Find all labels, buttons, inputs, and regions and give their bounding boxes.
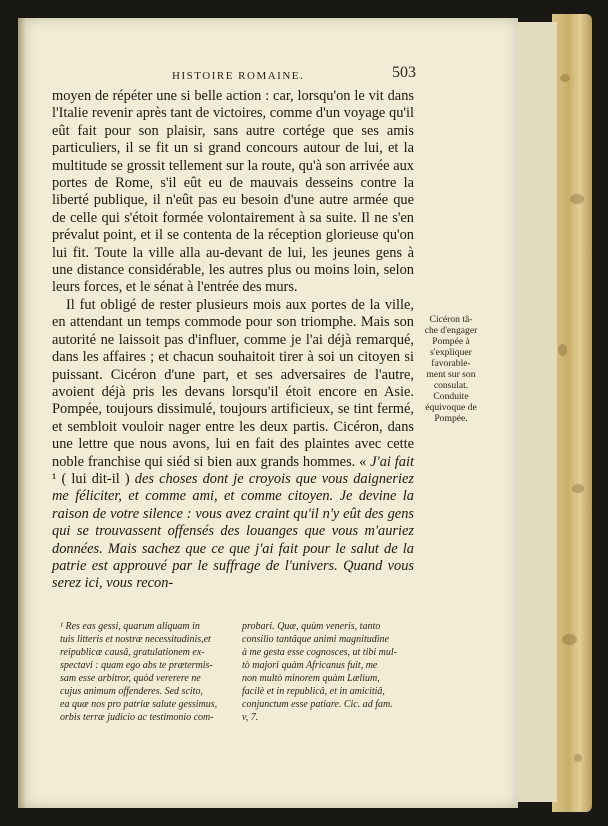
footnote-line: à me gesta esse cognosces, ut tibi mul- xyxy=(242,647,397,658)
margin-note-line: Pompée à xyxy=(432,336,470,347)
margin-note-line: che d'engager xyxy=(424,325,478,336)
footnote-line: facilè et in republicâ, et in amicitiâ, xyxy=(242,686,385,697)
paragraph-2 xyxy=(52,297,414,593)
footnote-line: tuis litteris et nostræ necessitudinis,et xyxy=(60,634,211,645)
footnote-column-right xyxy=(242,620,420,724)
quote-start: J'ai fait xyxy=(370,453,414,470)
paragraph-2-roman: Il fut obligé de rester plusieurs mois aux portes de la ville, en attendant un temps commode pour son triomphe. Mais son autorité ne laissoit pas d'influer, comme je l'ai déjà remarqué, dans les affaires ; et chacun souhaitoit tirer à soi un citoyen si puissant. Cicéron d'une part, et ses adversaires de l'autre, avoient déjà pris les devans lorsqu'il étoit encore en Asie. Pompée, toujours dissimulé, toujours artificieux, se tint fermé, et sembloit vouloir nager entre les deux partis. Cicéron, dans une lettre que nous avons, lui en fait des plaintes avec cette noble franchise qui siéd si bien aux grands hommes. « xyxy=(52,296,414,470)
margin-note-line: ment sur son xyxy=(426,369,476,380)
footnote-line: conjunctum esse patiare. Cic. ad fam. xyxy=(242,699,393,710)
margin-note xyxy=(418,314,484,424)
main-text xyxy=(52,88,414,593)
footnote-line: consilio tantâque animi magnitudine xyxy=(242,634,389,645)
margin-note-line: consulat. xyxy=(433,380,469,391)
footnote-line: ¹ Res eas gessi, quarum aliquam in xyxy=(60,621,200,632)
footnote-line: ea quæ nos pro patriæ salute gessimus, xyxy=(60,699,218,710)
quote-aside: ¹ ( lui dit-il ) xyxy=(52,470,135,487)
footnote-line: reipublicæ causâ, gratulationem ex- xyxy=(60,647,205,658)
footnote-line: orbis terræ judicio ac testimonio com- xyxy=(60,712,214,723)
margin-note-line: Pompée. xyxy=(434,413,468,424)
paragraph-1: moyen de répéter une si belle action : car, lorsqu'on le vit dans l'Italie revenir après tant de victoires, comme d'un voyage qu'il eût fait pour son plaisir, sans autre cortége que ses amis particuliers, il se fit un si grand concours autour de lui, et la multitude se grossit tellement sur la route, qu'à son arrivée aux portes de Rome, s'il eût eu de mauvais desseins contre la liberté publique, il n'eût pas eu besoin d'une autre armée que de celle qui s'étoit formée volontairement à sa suite. Il ne s'en prévalut point, et il se contenta de la réception glorieuse qu'on lui fit. Toute la ville alla au-devant de lui, les jeunes gens à une distance considérable, les autres plus ou moins loin, selon leurs forces, et le sénat à l'entrée des murs. xyxy=(52,88,414,296)
footnote-column-left xyxy=(52,620,230,724)
footnote-line: tò majori quàm Africanus fuit, me xyxy=(242,660,378,671)
margin-note-line: Conduite xyxy=(433,391,469,402)
footnote-line: probari. Quæ, quùm veneris, tanto xyxy=(242,621,381,632)
footnote-line: cujus animum offenderes. Sed scito, xyxy=(60,686,203,697)
margin-note-line: s'expliquer xyxy=(430,347,472,358)
book-cover-edge xyxy=(552,14,592,812)
margin-note-line: Cicéron tâ- xyxy=(429,314,473,325)
footnote-line: spectavi : quam ego abs te prætermis- xyxy=(60,660,213,671)
page-number: 503 xyxy=(392,64,416,81)
footnote-line: non multò minorem quàm Lælium, xyxy=(242,673,380,684)
footnote-line: sam esse arbitror, quòd vererere ne xyxy=(60,673,201,684)
footnote-line: v, 7. xyxy=(242,712,259,723)
margin-note-line: favorable- xyxy=(431,358,471,369)
running-title: HISTOIRE ROMAINE. xyxy=(172,70,305,82)
gutter-shadow xyxy=(18,18,26,808)
margin-note-line: équivoque de xyxy=(425,402,477,413)
quote-italic: des choses dont je croyois que vous daigneriez me féliciter, et comme ami, et comme citoyen. Je devine la raison de votre silence : vous avez craint qu'il n'y eût des gens qui se trouvassent offensés des louanges que vous m'auriez données. Mais sachez que ce que j'ai fait pour le salut de la patrie est approuvé par le suffrage de l'univers. Quand vous serez ici, vous recon- xyxy=(52,470,414,592)
